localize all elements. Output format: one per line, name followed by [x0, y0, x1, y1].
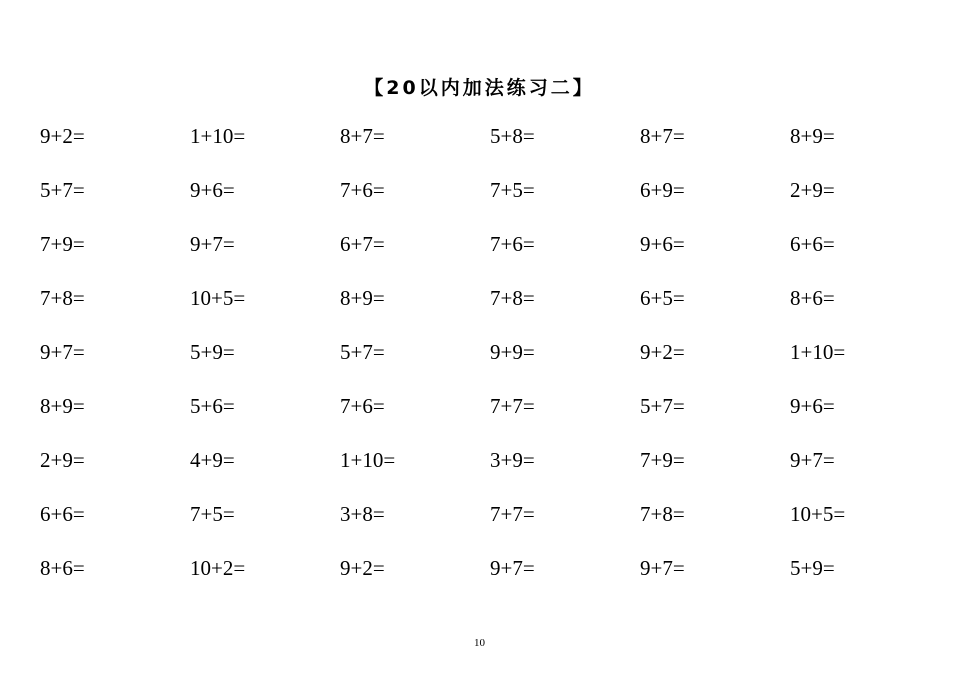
problem-cell: 9+7=	[490, 555, 535, 580]
problem-cell: 9+6=	[190, 177, 235, 202]
problem-cell: 3+9=	[490, 447, 535, 472]
problem-cell: 5+7=	[640, 393, 685, 418]
problem-cell: 9+2=	[40, 123, 85, 148]
problem-cell: 6+6=	[40, 501, 85, 526]
problem-cell: 6+6=	[790, 231, 835, 256]
problem-cell: 9+7=	[790, 447, 835, 472]
problem-cell: 4+9=	[190, 447, 235, 472]
problem-cell: 8+6=	[790, 285, 835, 310]
problem-cell: 7+5=	[190, 501, 235, 526]
problem-cell: 5+9=	[190, 339, 235, 364]
problem-cell: 6+9=	[640, 177, 685, 202]
problem-cell: 9+2=	[640, 339, 685, 364]
problem-cell: 7+8=	[490, 285, 535, 310]
problem-cell: 2+9=	[790, 177, 835, 202]
problem-cell: 2+9=	[40, 447, 85, 472]
problem-cell: 6+7=	[340, 231, 385, 256]
problem-cell: 7+8=	[640, 501, 685, 526]
problem-cell: 3+8=	[340, 501, 385, 526]
problem-cell: 7+9=	[640, 447, 685, 472]
problem-cell: 9+7=	[640, 555, 685, 580]
problem-cell: 10+5=	[190, 285, 246, 310]
problem-cell: 7+5=	[490, 177, 535, 202]
problem-cell: 10+5=	[790, 501, 846, 526]
problem-cell: 9+6=	[790, 393, 835, 418]
problem-cell: 5+7=	[340, 339, 385, 364]
problem-cell: 8+9=	[40, 393, 85, 418]
problem-grid	[40, 109, 940, 595]
problem-cell: 9+7=	[40, 339, 85, 364]
problem-cell: 7+6=	[490, 231, 535, 256]
problem-cell: 5+9=	[790, 555, 835, 580]
problem-cell: 8+9=	[340, 285, 385, 310]
problem-cell: 5+6=	[190, 393, 235, 418]
page-number: 10	[474, 637, 485, 649]
problem-cell: 6+5=	[640, 285, 685, 310]
problem-cell: 7+6=	[340, 393, 385, 418]
problem-cell: 7+7=	[490, 501, 535, 526]
problem-cell: 9+2=	[340, 555, 385, 580]
problem-cell: 8+9=	[790, 123, 835, 148]
worksheet-title: 【20以内加法练习二】	[364, 77, 595, 99]
problem-cell: 5+7=	[40, 177, 85, 202]
problem-cell: 1+10=	[790, 339, 846, 364]
problem-cell: 9+6=	[640, 231, 685, 256]
problem-cell: 7+7=	[490, 393, 535, 418]
problem-cell: 9+7=	[190, 231, 235, 256]
problem-cell: 8+6=	[40, 555, 85, 580]
problem-cell: 9+9=	[490, 339, 535, 364]
problem-cell: 10+2=	[190, 555, 246, 580]
problem-cell: 1+10=	[340, 447, 396, 472]
problem-cell: 1+10=	[190, 123, 246, 148]
problem-cell: 7+9=	[40, 231, 85, 256]
problem-cell: 7+6=	[340, 177, 385, 202]
problem-cell: 8+7=	[640, 123, 685, 148]
problem-cell: 7+8=	[40, 285, 85, 310]
problem-cell: 8+7=	[340, 123, 385, 148]
problem-cell: 5+8=	[490, 123, 535, 148]
